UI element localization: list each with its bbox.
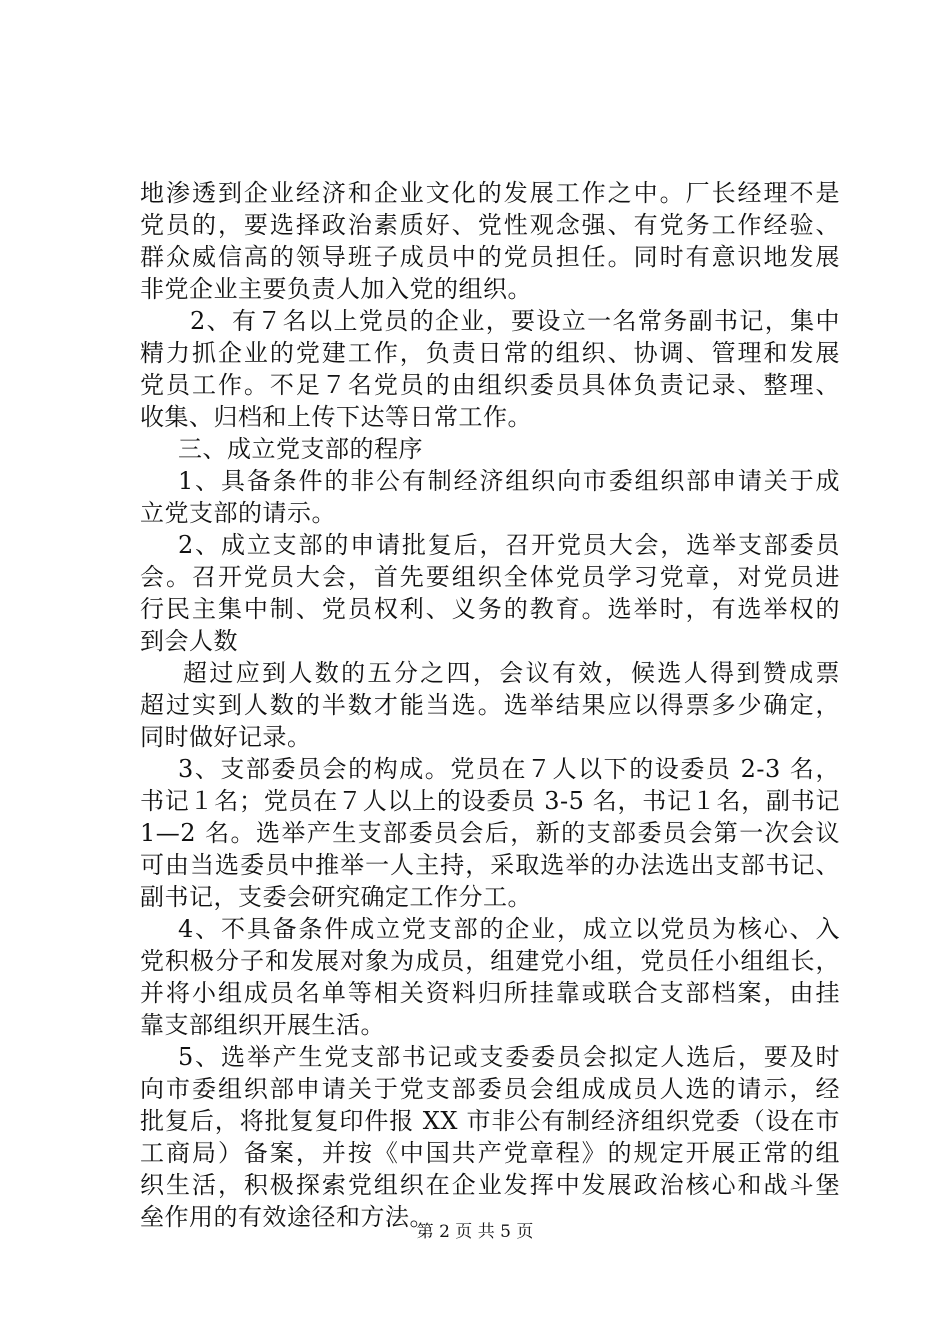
text-line: 精力抓企业的党建工作，负责日常的组织、协调、管理和发展 — [140, 339, 840, 367]
text-line: 书记１名；党员在７人以上的设委员 3-5 名，书记１名，副书记 — [140, 787, 840, 815]
section-heading: 三、成立党支部的程序 — [178, 435, 423, 463]
text-line: 批复后，将批复复印件报 XX 市非公有制经济组织党委（设在市 — [140, 1107, 840, 1135]
page-number-footer: 第 2 页 共 5 页 — [416, 1222, 534, 1242]
paragraph-start: 4、不具备条件成立党支部的企业，成立以党员为核心、入 — [178, 915, 840, 943]
paragraph-start: 3、支部委员会的构成。党员在７人以下的设委员 2-3 名， — [178, 755, 840, 783]
text-line: 行民主集中制、党员权利、义务的教育。选举时，有选举权的 — [140, 595, 840, 623]
text-line: 超过实到人数的半数才能当选。选举结果应以得票多少确定， — [140, 691, 840, 719]
text-line: 副书记，支委会研究确定工作分工。 — [140, 883, 532, 911]
text-line: 垒作用的有效途径和方法。 — [140, 1203, 434, 1231]
paragraph-start: 5、选举产生党支部书记或支委委员会拟定人选后，要及时 — [178, 1043, 840, 1071]
text-line: 可由当选委员中推举一人主持，采取选举的办法选出支部书记、 — [140, 851, 840, 879]
text-line: 立党支部的请示。 — [140, 499, 336, 527]
text-line: 地渗透到企业经济和企业文化的发展工作之中。厂长经理不是 — [140, 179, 840, 207]
text-line: 并将小组成员名单等相关资料归所挂靠或联合支部档案，由挂 — [140, 979, 840, 1007]
paragraph-start: 2、有７名以上党员的企业，要设立一名常务副书记，集中 — [190, 307, 840, 335]
text-line: 党员工作。不足７名党员的由组织委员具体负责记录、整理、 — [140, 371, 840, 399]
text-line: 工商局）备案，并按《中国共产党章程》的规定开展正常的组 — [140, 1139, 840, 1167]
text-line: 收集、归档和上传下达等日常工作。 — [140, 403, 532, 431]
text-line: 到会人数 — [140, 627, 238, 655]
paragraph-start: 1、具备条件的非公有制经济组织向市委组织部申请关于成 — [178, 467, 840, 495]
text-line: 党积极分子和发展对象为成员，组建党小组，党员任小组组长， — [140, 947, 840, 975]
paragraph-start: 2、成立支部的申请批复后，召开党员大会，选举支部委员 — [178, 531, 840, 559]
text-line: 靠支部组织开展生活。 — [140, 1011, 385, 1039]
text-line: 同时做好记录。 — [140, 723, 312, 751]
text-line: 向市委组织部申请关于党支部委员会组成成员人选的请示，经 — [140, 1075, 840, 1103]
paragraph-start: 超过应到人数的五分之四，会议有效，候选人得到赞成票 — [183, 659, 840, 687]
text-line: 非党企业主要负责人加入党的组织。 — [140, 275, 532, 303]
text-line: 织生活，积极探索党组织在企业发挥中发展政治核心和战斗堡 — [140, 1171, 840, 1199]
text-line: 群众威信高的领导班子成员中的党员担任。同时有意识地发展 — [140, 243, 840, 271]
text-line: 党员的，要选择政治素质好、党性观念强、有党务工作经验、 — [140, 211, 840, 239]
text-line: 1—2 名。选举产生支部委员会后，新的支部委员会第一次会议 — [140, 819, 840, 847]
text-line: 会。召开党员大会，首先要组织全体党员学习党章，对党员进 — [140, 563, 840, 591]
